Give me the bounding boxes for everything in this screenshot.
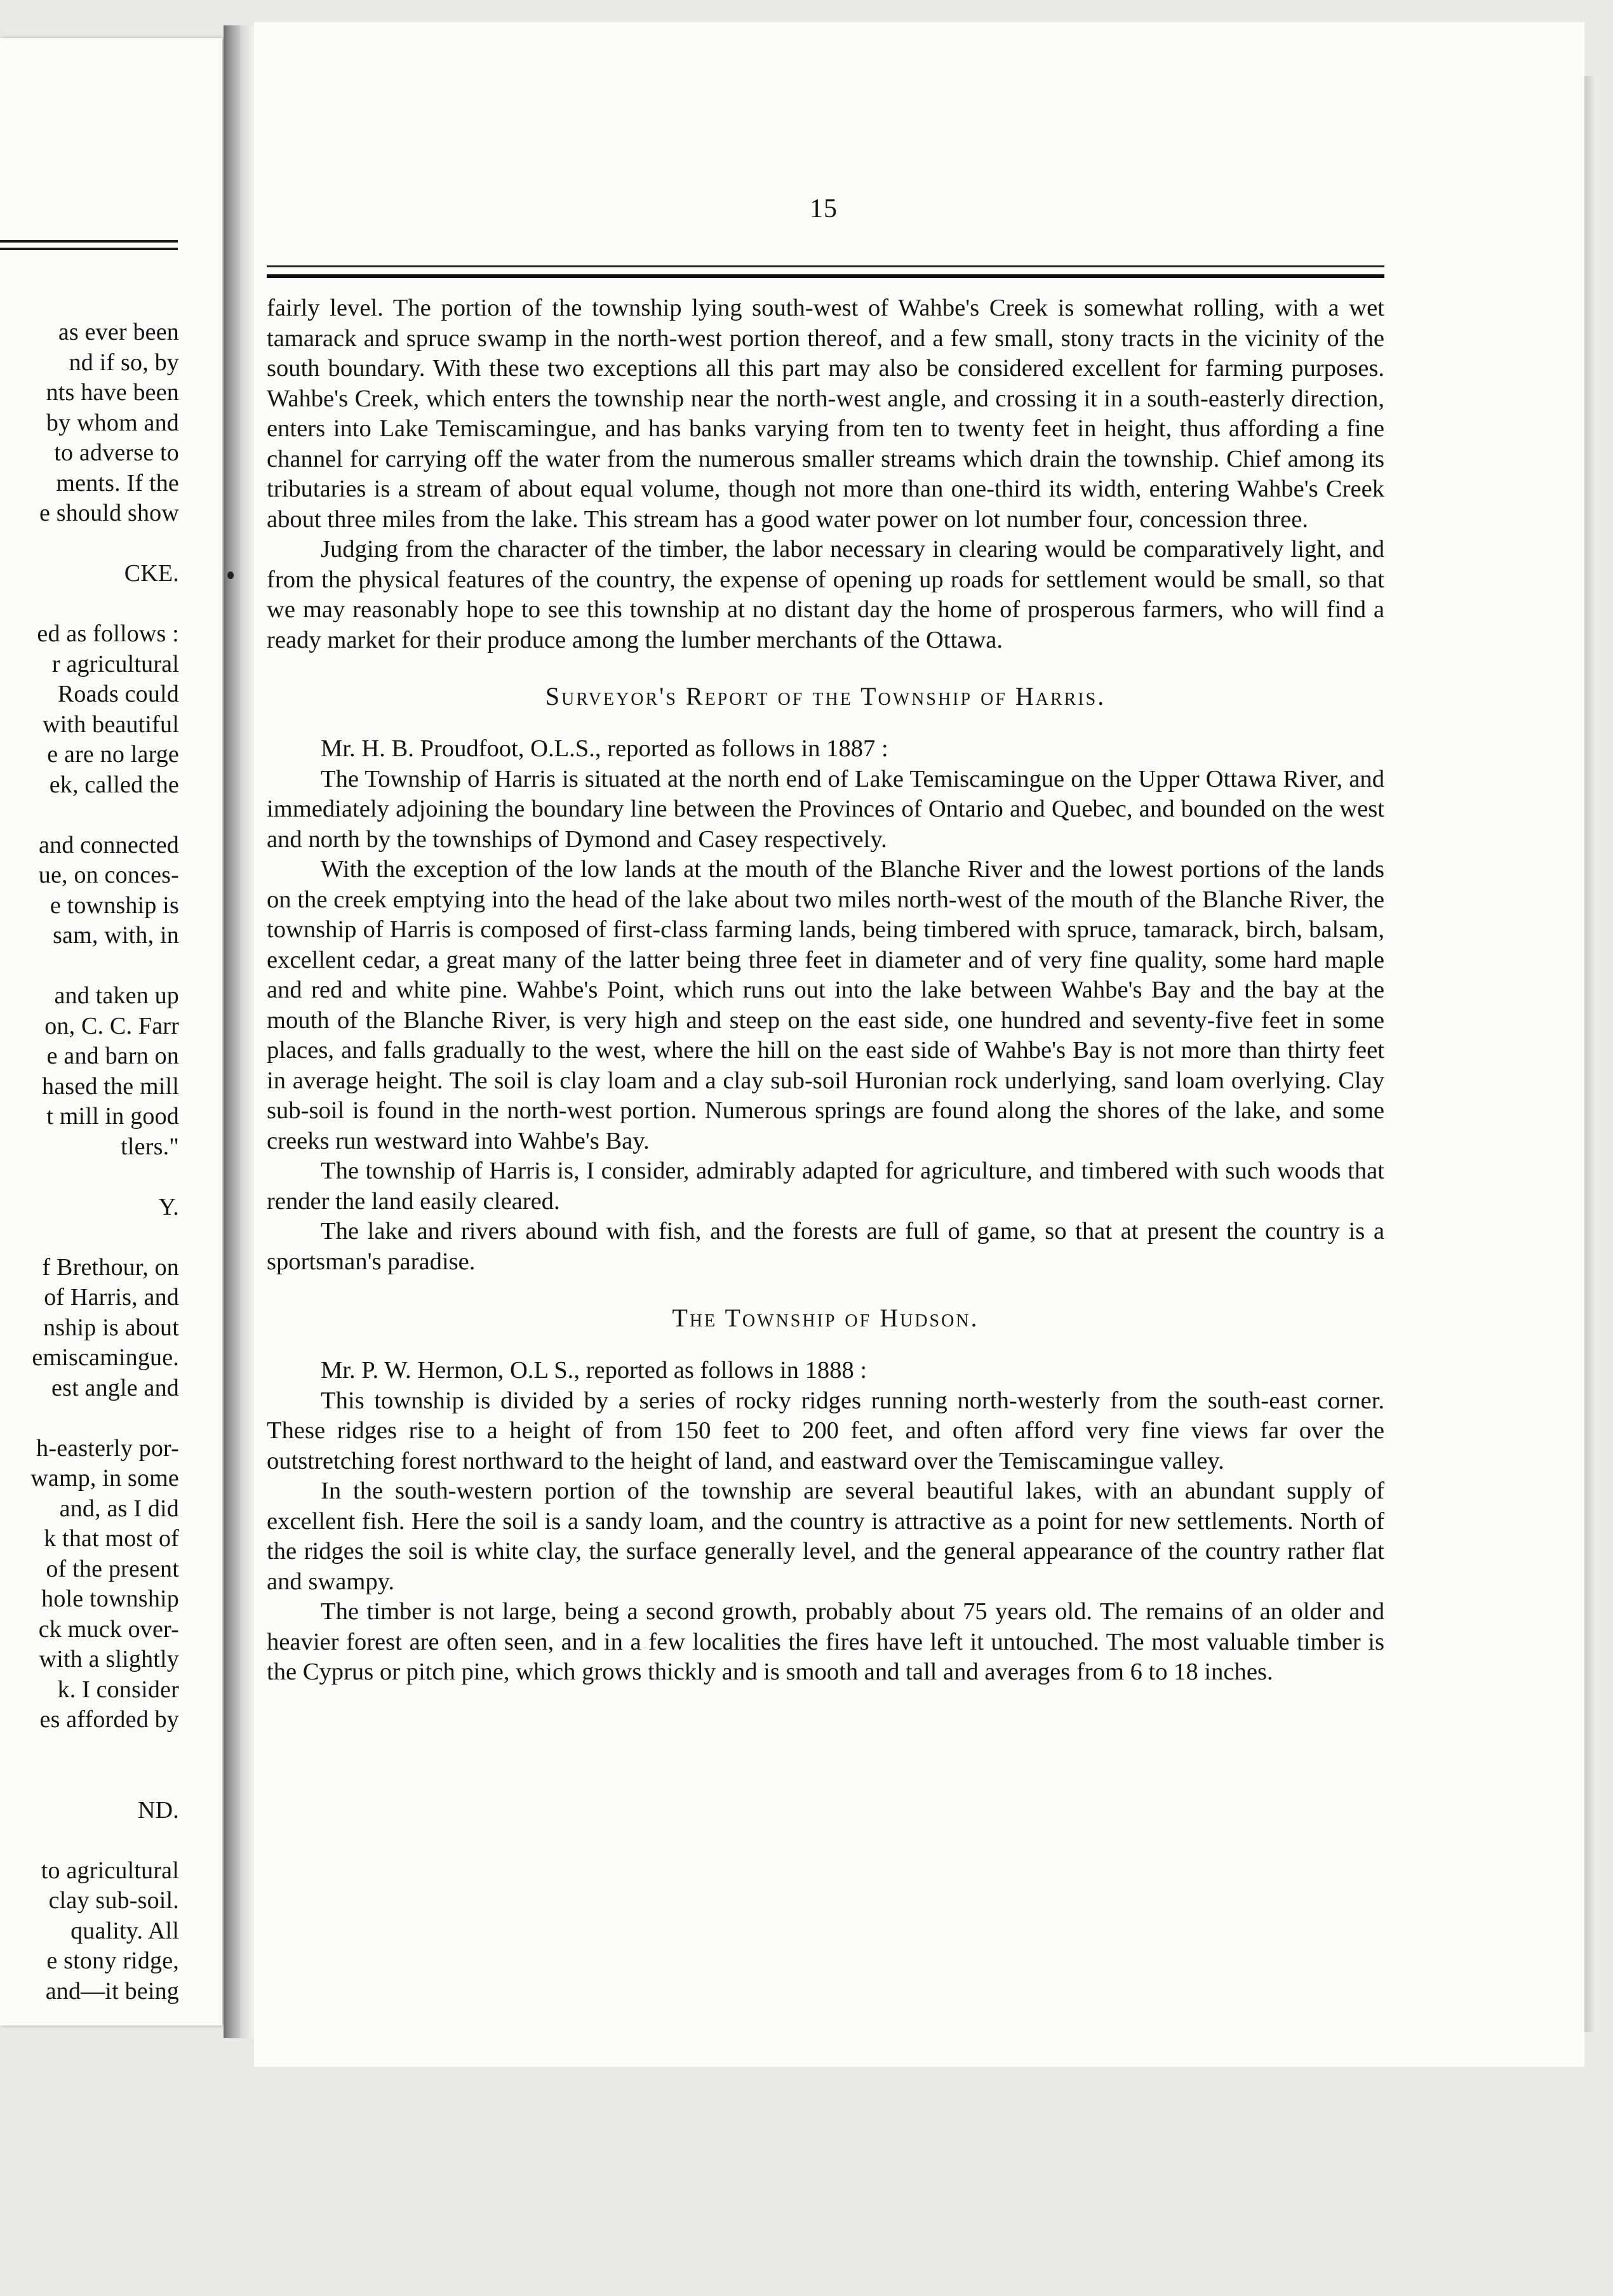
previous-page-line: quality. All — [70, 1917, 179, 1944]
previous-page-line: k that most of — [44, 1525, 179, 1552]
previous-page-line: h-easterly por- — [36, 1434, 179, 1462]
previous-page-line: sam, with, in — [53, 922, 179, 949]
previous-page-line: tlers." — [121, 1133, 179, 1160]
section-heading-hudson: The Township of Hudson. — [672, 1304, 979, 1332]
previous-page-line: e stony ridge, — [46, 1947, 179, 1974]
previous-page-line — [0, 1222, 179, 1253]
paragraph: The lake and rivers abound with fish, and the forests are full of game, so that at present the country is a sportsman's paradise. — [267, 1218, 1384, 1275]
previous-page-line: ed as follows : — [37, 620, 179, 647]
previous-page-line: est angle and — [51, 1374, 179, 1401]
previous-page-line — [0, 800, 179, 831]
previous-page-line: clay sub-soil. — [48, 1887, 179, 1914]
previous-page-line: Roads could — [57, 681, 179, 707]
page-edge — [1584, 76, 1596, 2032]
previous-page-line: nd if so, by — [69, 349, 179, 376]
previous-page-line: CKE. — [124, 560, 179, 587]
previous-page-line — [0, 1162, 179, 1192]
previous-page-line: of the present — [46, 1555, 179, 1582]
previous-page-line: to agricultural — [41, 1857, 179, 1884]
paragraph: The township of Harris is, I consider, admirably adapted for agriculture, and timbered with such woods that render the land easily cleared. — [267, 1158, 1384, 1215]
previous-page-line: es afforded by — [39, 1706, 179, 1733]
previous-page-line: nship is about — [43, 1314, 179, 1341]
previous-page-line: t mill in good — [46, 1103, 179, 1130]
previous-page-rule — [0, 240, 178, 243]
previous-page-line — [0, 1765, 179, 1796]
previous-page-line: e are no large — [47, 741, 179, 768]
previous-page-line: of Harris, and — [44, 1284, 179, 1311]
previous-page-fragment — [0, 38, 222, 2026]
previous-page-line: ue, on conces- — [38, 862, 179, 888]
previous-page-line: and—it being — [45, 1977, 179, 2005]
previous-page-line: hole township — [41, 1585, 179, 1612]
previous-page-line: r agricultural — [51, 650, 179, 677]
previous-page-line: wamp, in some — [30, 1465, 179, 1492]
previous-page-line — [0, 1403, 179, 1434]
previous-page-line: ek, called the — [49, 771, 179, 798]
previous-page-line: with a slightly — [39, 1646, 179, 1672]
previous-page-line: emiscamingue. — [32, 1344, 179, 1371]
paragraph: Mr. P. W. Hermon, O.L S., reported as follows in 1888 : — [321, 1357, 867, 1384]
previous-page-line: to adverse to — [54, 439, 179, 466]
previous-page-line: f Brethour, on — [42, 1253, 179, 1281]
previous-page-line: ND. — [138, 1796, 179, 1824]
previous-page-line: Y. — [158, 1193, 179, 1220]
previous-page-line: k. I consider — [57, 1676, 179, 1703]
paragraph: fairly level. The portion of the township lying south-west of Wahbe's Creek is somewhat rolling, with a wet tamarack and spruce swamp in the north-west portion thereof, and a few small, stony tracts in the vicinity of the south boundary. With these two exceptions all this part may also be considered excellent for farming purposes. Wahbe's Creek, which enters the township near the north-west angle, and crossing it in a south-easterly direction, enters into Lake Temiscamingue, and has banks varying from ten to twenty feet in height, thus affording a fine channel for carrying off the water from the numerous smaller streams which drain the township. Chief among its tributaries is a stream of about equal volume, though not more than one-third its width, entering Wahbe's Creek about three miles from the lake. This stream has a good water power on lot number four, concession three. — [267, 295, 1384, 533]
book-gutter-shadow — [240, 25, 254, 2038]
previous-page-line: on, C. C. Farr — [44, 1012, 179, 1039]
previous-page-line: with beautiful — [43, 711, 179, 738]
previous-page-line: e township is — [50, 891, 179, 919]
paragraph: This township is divided by a series of rocky ridges running north-westerly from the south-east corner. These ridges rise to a height of from 150 feet to 200 feet, and often afford very fine views far over the outstretching forest northward to the height of land, and eastward over the Temiscamingue valley. — [267, 1387, 1384, 1474]
paragraph: With the exception of the low lands at the mouth of the Blanche River and the lowest portions of the lands on the creek emptying into the head of the lake about two miles north-west of the mouth of the Blanche River, the township of Harris is composed of first-class farming lands, being timbered with spruce, tamarack, birch, balsam, excellent cedar, a great many of the latter being three feet in diameter and of very fine quality, some hard maple and red and white pine. Wahbe's Point, which runs out into the lake between Wahbe's Bay and the bay at the mouth of the Blanche River, is very high and steep on the east side, one hundred and seventy-five feet in some places, and falls gradually to the west, where the hill on the east side of Wahbe's Bay is not more than thirty feet in average height. The soil is clay loam and a clay sub-soil Huronian rock underlying, sand loam overlying. Clay sub-soil is found in the north-west portion. Numerous springs are found along the shores of the lake, and some creeks run westward into Wahbe's Bay. — [267, 856, 1384, 1154]
paragraph: The timber is not large, being a second growth, probably about 75 years old. The remains of an older and heavier forest are often seen, and in a few localities the fires have left it untouched. The most valuable timber is the Cyprus or pitch pine, which grows thickly and is smooth and tall and averages from 6 to 18 inches. — [267, 1598, 1384, 1685]
previous-page-line: and connected — [39, 831, 179, 858]
page-number: 15 — [810, 194, 838, 224]
previous-page-line — [0, 1735, 179, 1766]
previous-page-text — [0, 317, 179, 2006]
header-rule-thin — [267, 265, 1384, 267]
previous-page-line: ments. If the — [56, 469, 179, 497]
section-heading-harris: Surveyor's Report of the Township of Harris. — [545, 682, 1106, 711]
paragraph: Mr. H. B. Proudfoot, O.L.S., reported as follows in 1887 : — [321, 735, 888, 762]
previous-page-line: ck muck over- — [38, 1615, 179, 1643]
previous-page-line: and, as I did — [59, 1495, 179, 1522]
previous-page-line: hased the mill — [42, 1072, 179, 1100]
page-body — [267, 293, 1384, 1688]
previous-page-line: by whom and — [46, 409, 179, 436]
previous-page-line — [0, 951, 179, 982]
previous-page-line: as ever been — [58, 319, 179, 345]
previous-page-line: nts have been — [46, 379, 179, 406]
previous-page-rule — [0, 248, 178, 250]
paragraph: In the south-western portion of the township are several beautiful lakes, with an abundant supply of excellent fish. Here the soil is a sandy loam, and the country is attractive as a point for new settlements. North of the ridges the soil is white clay, the surface generally level, and the general appearance of the country rather flat and swampy. — [267, 1478, 1384, 1595]
previous-page-line — [0, 589, 179, 620]
paragraph: The Township of Harris is situated at the north end of Lake Temiscamingue on the Upper Ottawa River, and immediately adjoining the boundary line between the Provinces of Ontario and Quebec, and bounded on the west and north by the townships of Dymond and Casey respectively. — [267, 765, 1384, 853]
previous-page-line: and taken up — [54, 982, 179, 1009]
margin-mark — [227, 571, 234, 579]
previous-page-line — [0, 529, 179, 559]
previous-page-line: e should show — [39, 500, 179, 526]
previous-page-line — [0, 1825, 179, 1856]
previous-page-line: e and barn on — [46, 1043, 179, 1069]
paragraph: Judging from the character of the timber, the labor necessary in clearing would be comparatively light, and from the physical features of the country, the expense of opening up roads for settlement would be small, so that we may reasonably hope to see this township at no distant day the home of prosperous farmers, who will find a ready market for their produce among the lumber merchants of the Ottawa. — [267, 536, 1384, 653]
header-rule-thick — [267, 274, 1384, 278]
book-gutter — [224, 25, 240, 2038]
